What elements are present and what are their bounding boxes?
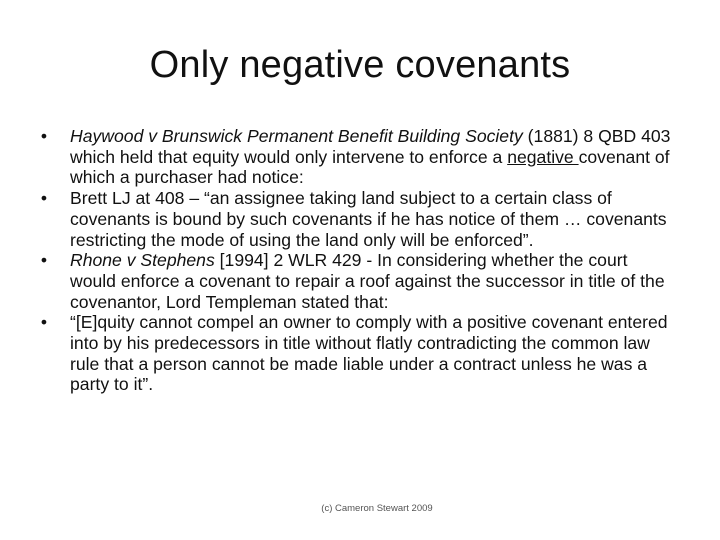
bullet-text: Brett LJ at 408 – “an assignee taking land subject to a certain class of covenants is bound by such covenants if he has notice of them … covenants restricting the mode of using the land only will be enforced”. xyxy=(70,188,667,250)
bullet-text: covenant of which a purchaser had notice: xyxy=(70,146,670,188)
bullet-icon: • xyxy=(40,188,48,209)
bullet-icon: • xyxy=(40,312,48,333)
bullet-icon: • xyxy=(40,126,48,146)
bullet-text: (1881) 8 QBD 403 which held that equity would only intervene to enforce a xyxy=(70,126,671,167)
case-name-rhone: Rhone v Stephens xyxy=(70,250,215,271)
bullet-list xyxy=(36,126,676,395)
bullet-text: “[E]quity cannot compel an owner to comply with a positive covenant entered into by his predecessors in title without flatly contradicting the common law rule that a person cannot be made liable under a contract unless he was a party to it”. xyxy=(70,312,668,395)
bullet-item-brett-lj xyxy=(36,188,676,250)
slide-title: Only negative covenants xyxy=(149,44,571,86)
bullet-item-templeman-quote xyxy=(36,312,676,395)
case-name-haywood: Haywood v Brunswick Permanent Benefit Building Society xyxy=(70,126,523,146)
bullet-item-haywood xyxy=(36,126,676,188)
bullet-item-rhone xyxy=(36,250,676,312)
footer-copyright: (c) Cameron Stewart 2009 xyxy=(321,503,433,514)
bullet-icon: • xyxy=(40,250,48,271)
bullet-text: [1994] 2 WLR 429 - In considering whether the court would enforce a covenant to repair a roof against the successor in title of the covenantor, Lord Templeman stated that: xyxy=(70,250,665,312)
underlined-negative: negative xyxy=(507,146,579,167)
